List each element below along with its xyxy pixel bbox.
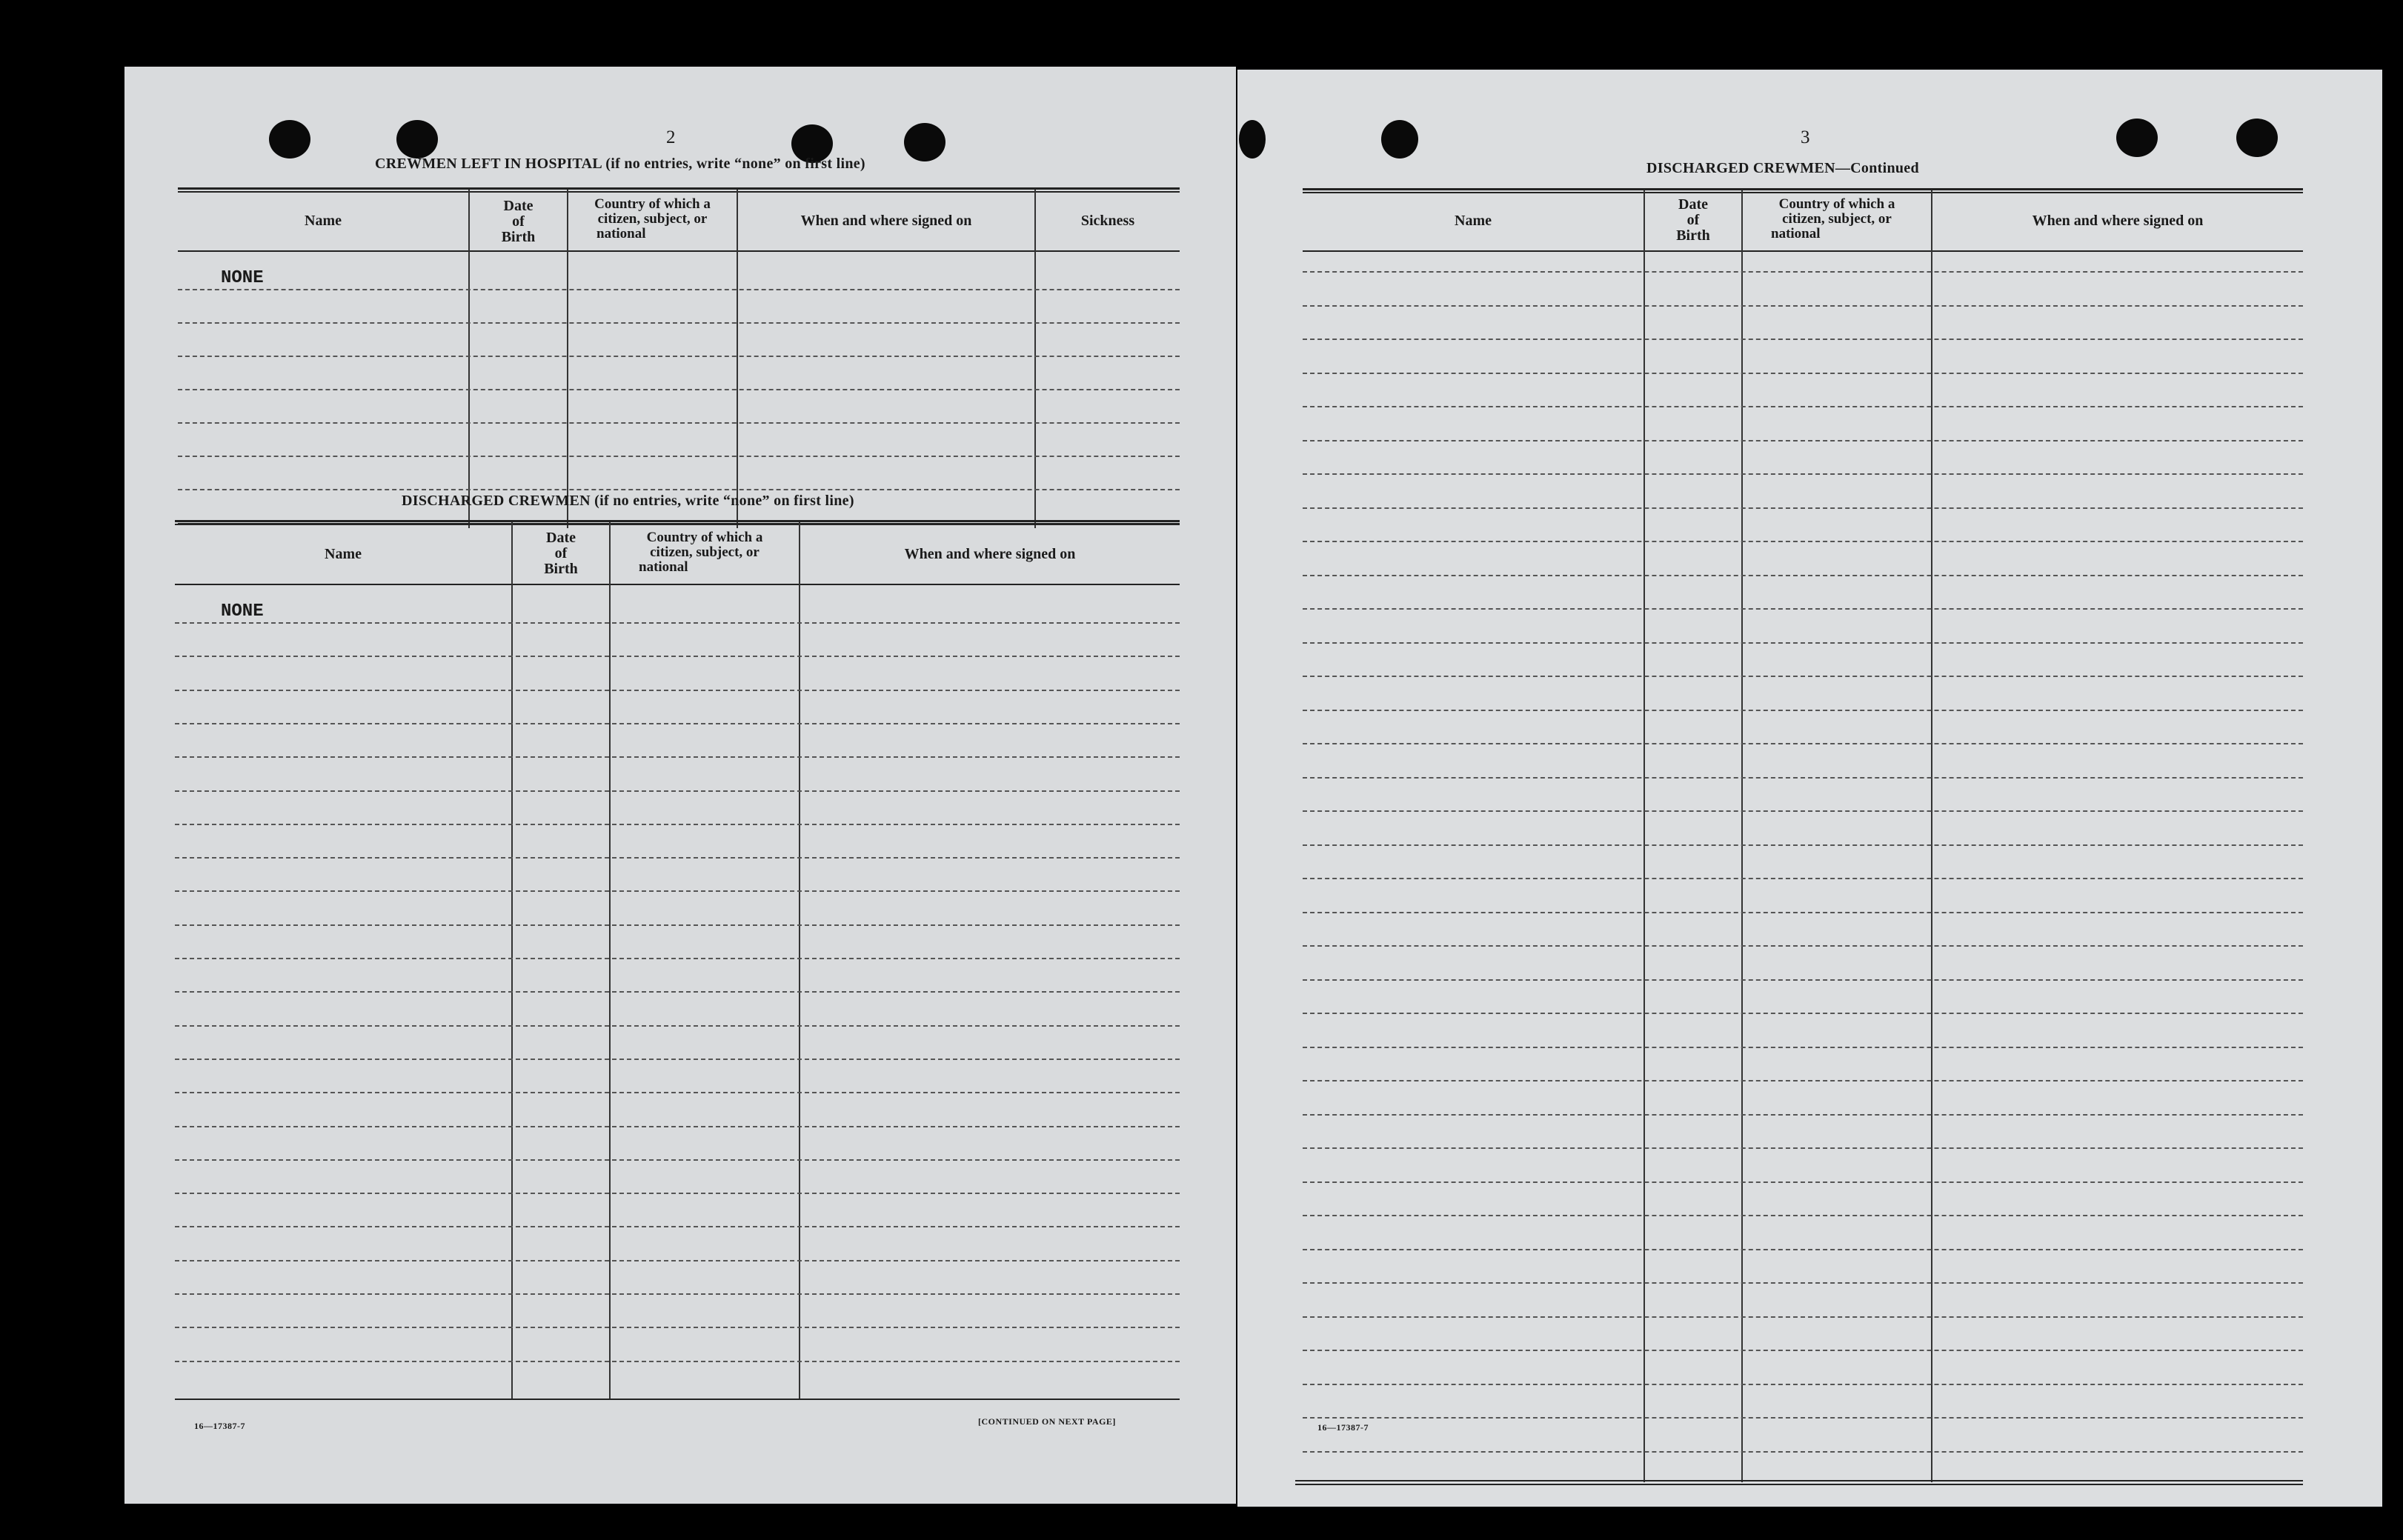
table-top-rule (178, 191, 1180, 193)
header-dob: Date of Birth (1676, 196, 1710, 244)
row-line (175, 756, 1180, 758)
row-line (175, 790, 1180, 792)
page-number: 3 (1801, 127, 1810, 147)
row-line (1303, 541, 2303, 542)
row-line (175, 1260, 1180, 1261)
table-top-rule (175, 520, 1180, 522)
row-line (178, 289, 1180, 290)
row-line (1303, 373, 2303, 374)
table-bottom-rule (1295, 1480, 2303, 1481)
row-line (1303, 1080, 2303, 1081)
table-top-rule (1303, 188, 2303, 190)
table-bottom-rule (175, 1399, 1180, 1400)
row-line (178, 422, 1180, 424)
row-line (178, 489, 1180, 490)
row-line (1303, 912, 2303, 913)
punch-hole (396, 120, 438, 159)
form-number: 16—17387-7 (194, 1421, 245, 1431)
row-line (175, 1327, 1180, 1328)
row-line (1303, 473, 2303, 475)
row-line (1303, 676, 2303, 677)
row-line (1303, 406, 2303, 407)
row-line (175, 924, 1180, 926)
right-page (1237, 70, 2382, 1507)
column-divider (737, 190, 738, 528)
hospital-entry-none: NONE (221, 268, 264, 288)
row-line (1303, 1249, 2303, 1250)
header-name: Name (305, 213, 342, 229)
row-line (175, 622, 1180, 624)
header-bottom-rule (175, 584, 1180, 585)
header-country: Country of which a citizen, subject, or national (1771, 196, 1895, 241)
row-line (1303, 1350, 2303, 1351)
row-line (178, 456, 1180, 457)
row-line (1303, 305, 2303, 307)
header-bottom-rule (1303, 250, 2303, 252)
row-line (175, 890, 1180, 892)
discharged-entry-none: NONE (221, 601, 264, 621)
header-sickness: Sickness (1080, 213, 1135, 229)
header-signed-on: When and where signed on (904, 546, 1076, 562)
row-line (1303, 1384, 2303, 1385)
row-line (1303, 743, 2303, 744)
column-divider (1034, 190, 1036, 528)
continued-note: [CONTINUED ON NEXT PAGE] (978, 1416, 1116, 1427)
column-divider (799, 522, 800, 1399)
row-line (1303, 339, 2303, 340)
row-line (1303, 271, 2303, 273)
row-line (1303, 1417, 2303, 1419)
punch-hole (1239, 120, 1266, 159)
punch-hole (2116, 119, 2158, 157)
row-line (1303, 608, 2303, 610)
row-line (1303, 575, 2303, 576)
row-line (175, 824, 1180, 825)
row-line (1303, 979, 2303, 981)
row-line (1303, 1316, 2303, 1318)
header-country: Country of which a citizen, subject, or national (594, 196, 711, 241)
column-divider (1741, 190, 1743, 1482)
table-top-rule (175, 524, 1180, 525)
header-name: Name (1455, 213, 1492, 229)
row-line (175, 857, 1180, 859)
punch-hole (1381, 120, 1418, 159)
row-line (178, 389, 1180, 390)
row-line (1303, 1147, 2303, 1149)
table-top-rule (178, 187, 1180, 190)
row-line (175, 656, 1180, 657)
row-line (1303, 642, 2303, 644)
row-line (175, 690, 1180, 691)
column-divider (609, 522, 611, 1399)
row-line (175, 1361, 1180, 1362)
row-line (1303, 507, 2303, 509)
row-line (175, 1293, 1180, 1295)
row-line (178, 322, 1180, 324)
row-line (175, 991, 1180, 993)
header-country: Country of which a citizen, subject, or national (639, 530, 763, 575)
row-line (175, 1059, 1180, 1060)
row-line (1303, 878, 2303, 879)
header-bottom-rule (178, 250, 1180, 252)
row-line (1303, 710, 2303, 711)
header-dob: Date of Birth (544, 530, 578, 577)
punch-hole (904, 123, 945, 161)
column-divider (511, 522, 513, 1399)
row-line (1303, 1215, 2303, 1216)
row-line (1303, 1451, 2303, 1453)
row-line (1303, 1181, 2303, 1183)
column-divider (1643, 190, 1645, 1482)
left-page (124, 67, 1236, 1504)
header-name: Name (325, 546, 362, 562)
row-line (1303, 844, 2303, 846)
row-line (175, 1025, 1180, 1027)
punch-hole (2236, 119, 2278, 157)
row-line (175, 1126, 1180, 1127)
table-bottom-rule (1295, 1484, 2303, 1485)
page-number: 2 (666, 127, 676, 147)
row-line (175, 1092, 1180, 1093)
header-dob: Date of Birth (501, 198, 536, 245)
row-line (1303, 1047, 2303, 1048)
header-signed-on: When and where signed on (2032, 213, 2204, 229)
discharged-section-title: DISCHARGED CREWMEN (if no entries, write “none” on first line) (402, 493, 854, 509)
table-top-rule (1303, 192, 2303, 193)
row-line (175, 958, 1180, 959)
header-signed-on: When and where signed on (800, 213, 972, 229)
row-line (1303, 945, 2303, 947)
right-page-title: DISCHARGED CREWMEN—Continued (1646, 160, 1919, 176)
row-line (175, 1159, 1180, 1161)
row-line (178, 356, 1180, 357)
row-line (1303, 1114, 2303, 1116)
row-line (1303, 440, 2303, 441)
row-line (1303, 1013, 2303, 1014)
row-line (175, 723, 1180, 724)
row-line (1303, 1282, 2303, 1284)
hospital-section-title: CREWMEN LEFT IN HOSPITAL (if no entries, write “none” on first line) (375, 156, 865, 172)
row-line (1303, 777, 2303, 779)
form-number: 16—17387-7 (1317, 1422, 1369, 1433)
column-divider (1931, 190, 1932, 1482)
row-line (175, 1193, 1180, 1194)
punch-hole (269, 120, 310, 159)
row-line (175, 1226, 1180, 1227)
row-line (1303, 810, 2303, 812)
